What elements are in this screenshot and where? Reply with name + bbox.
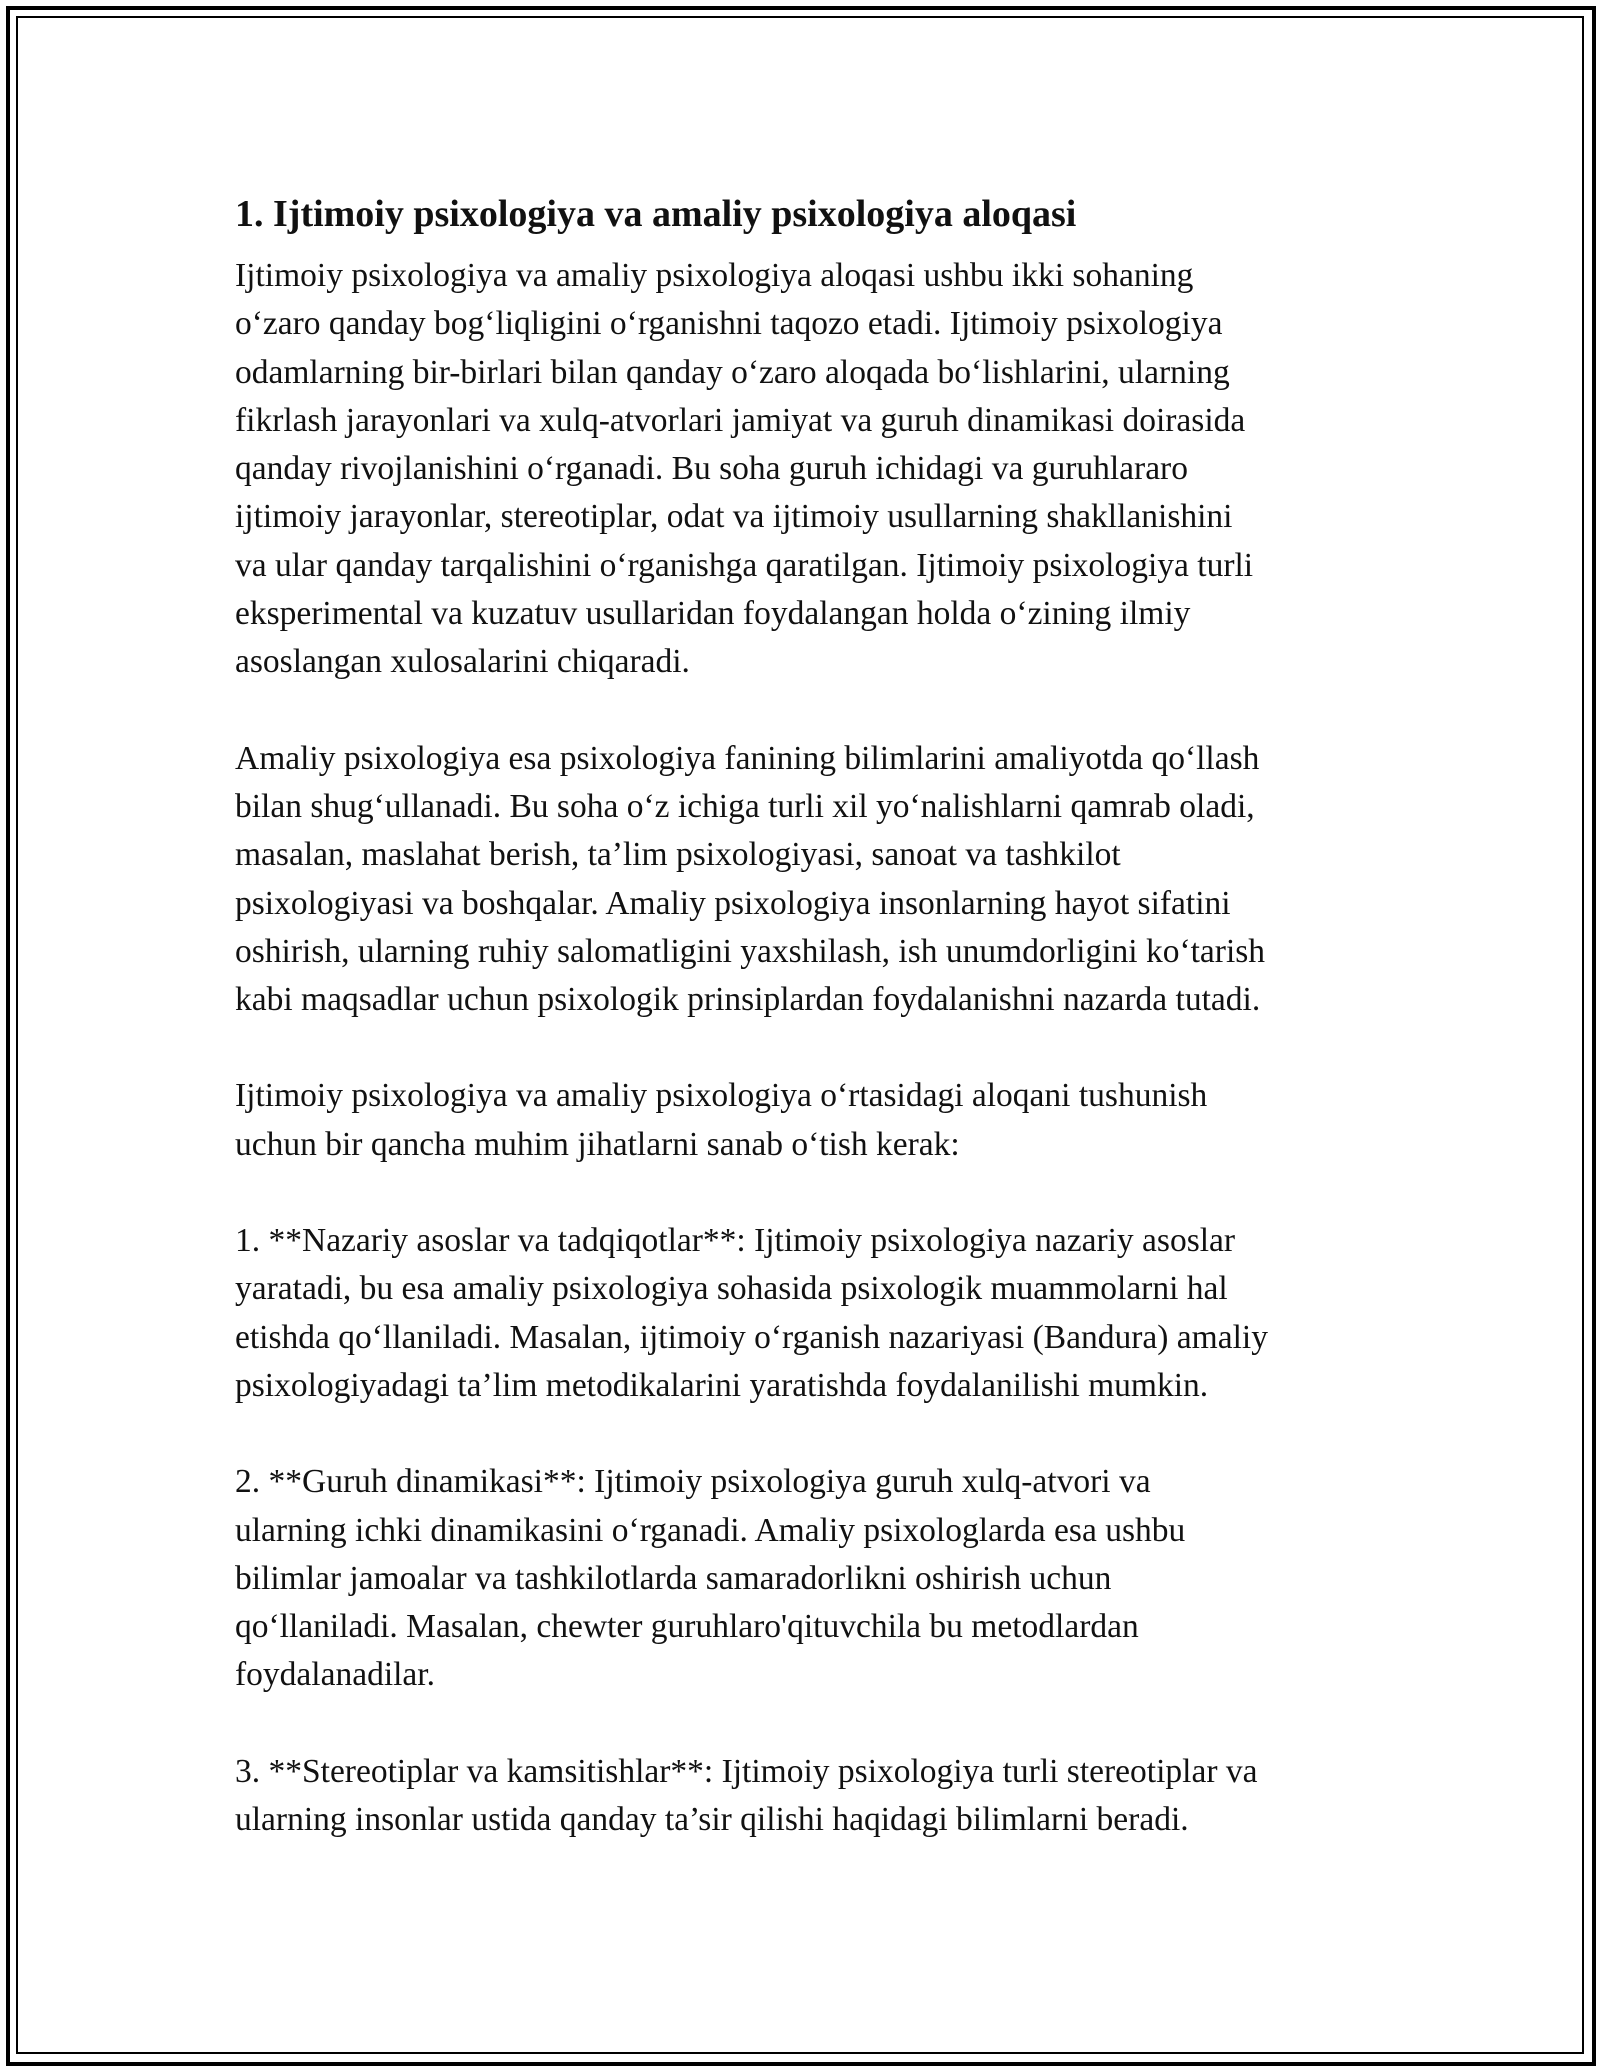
text-line: masalan, maslahat berish, ta’lim psixologiyasi, sanoat va tashkilot [235,836,1121,874]
list-item-1 [235,1217,1375,1410]
paragraph-intro-list [235,1072,1375,1169]
text-line: qanday rivojlanishini o‘rganadi. Bu soha guruh ichidagi va guruhlararo [235,450,1188,488]
text-line: bilimlar jamoalar va tashkilotlarda samaradorlikni oshirish uchun [235,1559,1112,1597]
text-line: eksperimental va kuzatuv usullaridan foydalangan holda o‘zining ilmiy [235,595,1191,633]
text-line: 3. **Stereotiplar va kamsitishlar**: Ijtimoiy psixologiya turli stereotiplar va [235,1752,1258,1790]
text-line: uchun bir qancha muhim jihatlarni sanab o‘tish kerak: [235,1125,960,1163]
text-line: va ular qanday tarqalishini o‘rganishga qaratilgan. Ijtimoiy psixologiya turli [235,546,1254,584]
text-line: yaratadi, bu esa amaliy psixologiya sohasida psixologik muammolarni hal [235,1270,1228,1308]
text-line: Ijtimoiy psixologiya va amaliy psixologiya o‘rtasidagi aloqani tushunish [235,1077,1208,1115]
text-line: psixologiyasi va boshqalar. Amaliy psixologiya insonlarning hayot sifatini [235,884,1231,922]
text-line: ularning insonlar ustida qanday ta’sir qilishi haqidagi bilimlarni beradi. [235,1801,1189,1839]
text-line: ijtimoiy jarayonlar, stereotiplar, odat va ijtimoiy usullarning shakllanishini [235,498,1233,536]
text-line: fikrlash jarayonlari va xulq-atvorlari jamiyat va guruh dinamikasi doirasida [235,401,1246,439]
section-heading: 1. Ijtimoiy psixologiya va amaliy psixologiya aloqasi [235,193,1077,235]
text-line: 1. **Nazariy asoslar va tadqiqotlar**: Ijtimoiy psixologiya nazariy asoslar [235,1222,1236,1260]
text-line: oshirish, ularning ruhiy salomatligini yaxshilash, ish unumdorligini ko‘tarish [235,932,1266,970]
text-line: qo‘llaniladi. Masalan, chewter guruhlaro'qituvchila bu metodlardan [235,1608,1139,1646]
list-item-2 [235,1458,1375,1699]
text-line: odamlarning bir-birlari bilan qanday o‘zaro aloqada bo‘lishlarini, ularning [235,353,1230,391]
text-line: etishda qo‘llaniladi. Masalan, ijtimoiy o‘rganish nazariyasi (Bandura) amaliy [235,1318,1268,1356]
paragraph-applied-psychology [235,735,1375,1025]
paragraph-social-psychology [235,252,1375,687]
text-line: Amaliy psixologiya esa psixologiya fanining bilimlarini amaliyotda qo‘llash [235,739,1260,777]
text-line: bilan shug‘ullanadi. Bu soha o‘z ichiga turli xil yo‘nalishlarni qamrab oladi, [235,787,1255,825]
text-line: o‘zaro qanday bog‘liqligini o‘rganishni taqozo etadi. Ijtimoiy psixologiya [235,305,1223,343]
text-line: asoslangan xulosalarini chiqaradi. [235,643,690,681]
list-item-3 [235,1748,1375,1845]
text-line: psixologiyadagi ta’lim metodikalarini yaratishda foydalanilishi mumkin. [235,1366,1209,1404]
text-line: ularning ichki dinamikasini o‘rganadi. Amaliy psixologlarda esa ushbu [235,1511,1186,1549]
document-body [235,190,1375,1892]
text-line: Ijtimoiy psixologiya va amaliy psixologiya aloqasi ushbu ikki sohaning [235,257,1194,294]
text-line: 2. **Guruh dinamikasi**: Ijtimoiy psixologiya guruh xulq-atvori va [235,1463,1151,1501]
text-line: kabi maqsadlar uchun psixologik prinsiplardan foydalanishni nazarda tutadi. [235,981,1261,1019]
text-line: foydalanadilar. [235,1656,435,1694]
